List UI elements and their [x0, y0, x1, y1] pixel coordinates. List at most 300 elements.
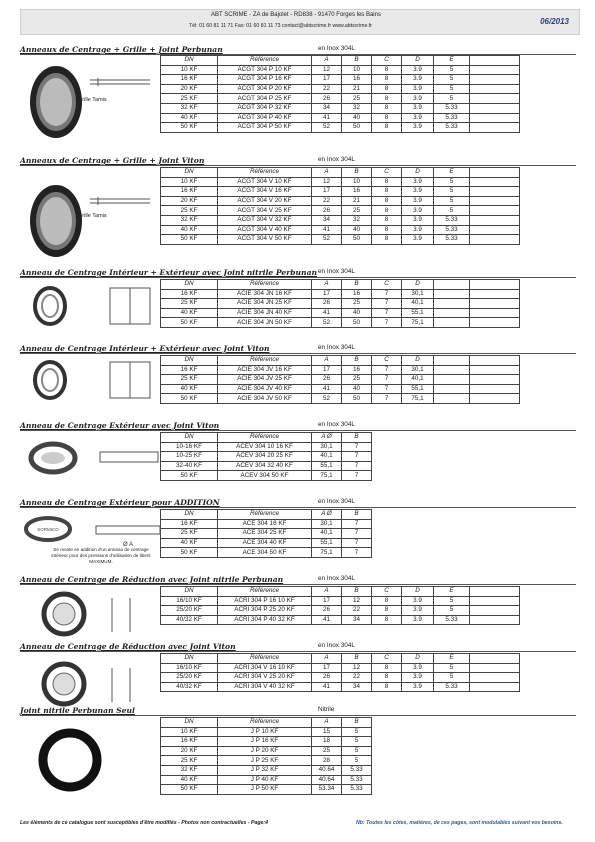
table-cell: 30,1: [402, 365, 434, 375]
section-rule: [20, 430, 576, 431]
page-header: [20, 9, 580, 35]
table-cell: J P 32 KF: [218, 765, 312, 775]
table-cell: 5.33: [434, 682, 470, 692]
table-header-cell: B: [342, 433, 372, 443]
table-header-cell: Référence: [218, 168, 312, 178]
table-cell: 16/10 KF: [161, 596, 218, 606]
section-material: en Inox 304L: [318, 421, 355, 428]
table-header-row: [161, 433, 372, 443]
table-cell: 50 KF: [161, 123, 218, 133]
table-header-cell: B: [342, 168, 372, 178]
section-rule: [20, 277, 576, 278]
table-cell: [470, 663, 520, 673]
table-cell: 10-16 KF: [161, 442, 218, 452]
table-cell: [470, 318, 520, 328]
table-cell: [470, 225, 520, 235]
table-cell: 18: [312, 737, 342, 747]
table-cell: 25 KF: [161, 529, 218, 539]
table-header-row: [161, 587, 520, 597]
table-cell: 3.9: [402, 215, 434, 225]
grille-ring-photo-1: [28, 58, 158, 148]
table-header-cell: DN: [161, 587, 218, 597]
table-cell: 75,1: [402, 394, 434, 404]
table-cell: [434, 394, 470, 404]
table-cell: 8: [372, 215, 402, 225]
table-cell: [470, 113, 520, 123]
table-cell: 25: [342, 299, 372, 309]
table-header-cell: [470, 356, 520, 366]
table-cell: 53.34: [312, 785, 342, 795]
table-header-cell: B: [342, 718, 372, 728]
table-cell: 5: [434, 196, 470, 206]
table-cell: 50 KF: [161, 394, 218, 404]
table-cell: ACIE 304 JV 25 KF: [218, 375, 312, 385]
table-cell: 12: [312, 177, 342, 187]
table-cell: 7: [372, 365, 402, 375]
table-cell: 8: [372, 235, 402, 245]
table-cell: ACE 304 50 KF: [218, 548, 312, 558]
table-row: [161, 529, 372, 539]
table-cell: 20 KF: [161, 746, 218, 756]
table-cell: 30,1: [402, 289, 434, 299]
table-cell: [470, 308, 520, 318]
table-cell: 40 KF: [161, 538, 218, 548]
section-title: Anneau de Centrage Intérieur + Extérieur avec Joint nitrile Perbunan: [20, 268, 318, 277]
table-cell: 41: [312, 615, 342, 625]
section-material: en Inox 304L: [318, 642, 355, 649]
table-cell: ACGT 304 P 40 KF: [218, 113, 312, 123]
table-header-row: [161, 56, 520, 66]
section-material: en Inox 304L: [318, 268, 355, 275]
table-cell: 75,1: [312, 471, 342, 481]
table-header-cell: Référence: [218, 510, 312, 520]
table-cell: [470, 365, 520, 375]
table-cell: ACRI 304 V 40 32 KF: [218, 682, 312, 692]
table-cell: 8: [372, 663, 402, 673]
table-cell: 7: [372, 384, 402, 394]
table-row: [161, 756, 372, 766]
table-cell: 20 KF: [161, 84, 218, 94]
table-cell: 10: [342, 65, 372, 75]
table-cell: [470, 196, 520, 206]
table-cell: 5.33: [434, 123, 470, 133]
table-cell: 7: [342, 442, 372, 452]
table-cell: [470, 235, 520, 245]
table-cell: 26: [312, 206, 342, 216]
table-row: [161, 615, 520, 625]
table-cell: 40: [342, 225, 372, 235]
table-cell: 5: [434, 187, 470, 197]
table-cell: 25 KF: [161, 299, 218, 309]
table-cell: 7: [372, 318, 402, 328]
table-row: [161, 215, 520, 225]
table-cell: ACGT 304 P 20 KF: [218, 84, 312, 94]
table-header-cell: Référence: [218, 718, 312, 728]
spec-table: [160, 355, 520, 404]
table-cell: J P 25 KF: [218, 756, 312, 766]
table-cell: 52: [312, 318, 342, 328]
table-cell: [470, 123, 520, 133]
table-cell: 3.9: [402, 103, 434, 113]
table-cell: [434, 375, 470, 385]
table-row: [161, 682, 520, 692]
table-header-cell: A: [312, 280, 342, 290]
table-header-cell: A: [312, 56, 342, 66]
table-cell: 32 KF: [161, 215, 218, 225]
table-cell: [470, 187, 520, 197]
table-cell: 8: [372, 596, 402, 606]
table-cell: ACIE 304 JV 40 KF: [218, 384, 312, 394]
table-cell: ACEV 304 20 25 KF: [218, 452, 312, 462]
table-cell: 3.9: [402, 187, 434, 197]
section-title: Joint nitrile Perbunan Seul: [20, 706, 135, 715]
table-row: [161, 65, 520, 75]
table-cell: ACGT 304 P 16 KF: [218, 75, 312, 85]
table-row: [161, 289, 520, 299]
table-cell: 8: [372, 187, 402, 197]
section-material: en Inox 304L: [318, 498, 355, 505]
table-cell: 7: [372, 299, 402, 309]
section-material: en Inox 304L: [318, 575, 355, 582]
table-header-cell: A: [312, 718, 342, 728]
table-cell: 52: [312, 123, 342, 133]
section-title: Anneau de Centrage Intérieur + Extérieur avec Joint Viton: [20, 344, 270, 353]
table-cell: ACIE 304 JV 50 KF: [218, 394, 312, 404]
table-cell: 41: [312, 682, 342, 692]
table-cell: 40: [342, 113, 372, 123]
table-header-cell: [470, 280, 520, 290]
table-header-cell: Référence: [218, 280, 312, 290]
inner-outer-ring-photo-1: [30, 282, 160, 332]
table-cell: 5: [434, 206, 470, 216]
spec-table: [160, 509, 372, 558]
logo-text: SORMICO: [37, 527, 59, 532]
table-cell: ACGT 304 V 20 KF: [218, 196, 312, 206]
table-cell: 25: [312, 746, 342, 756]
table-row: [161, 103, 520, 113]
table-cell: 30,1: [312, 442, 342, 452]
table-cell: 7: [372, 375, 402, 385]
table-header-cell: [470, 168, 520, 178]
table-cell: 25/20 KF: [161, 606, 218, 616]
table-cell: [470, 299, 520, 309]
table-cell: 5: [434, 84, 470, 94]
table-cell: 7: [342, 471, 372, 481]
table-header-cell: [470, 56, 520, 66]
table-row: [161, 318, 520, 328]
inner-outer-ring-photo-2: [30, 356, 160, 406]
table-cell: ACRI 304 V 25 20 KF: [218, 673, 312, 683]
table-row: [161, 196, 520, 206]
table-cell: 26: [312, 299, 342, 309]
table-cell: 3.9: [402, 663, 434, 673]
table-cell: 3.9: [402, 75, 434, 85]
table-cell: 3.9: [402, 206, 434, 216]
table-header-cell: DN: [161, 280, 218, 290]
table-cell: ACGT 304 V 16 KF: [218, 187, 312, 197]
table-cell: 32: [342, 215, 372, 225]
table-cell: 75,1: [312, 548, 342, 558]
table-cell: 50 KF: [161, 548, 218, 558]
table-cell: 10 KF: [161, 65, 218, 75]
table-row: [161, 519, 372, 529]
table-cell: 40.64: [312, 775, 342, 785]
table-cell: 34: [312, 215, 342, 225]
reduction-ring-photo-1: [40, 590, 160, 640]
section-title: Anneau de Centrage Extérieur pour ADDITION: [20, 498, 220, 507]
table-cell: ACGT 304 P 10 KF: [218, 65, 312, 75]
table-cell: 5: [434, 606, 470, 616]
table-cell: ACGT 304 V 10 KF: [218, 177, 312, 187]
section-rule: [20, 165, 576, 166]
addition-note: Se monte en addition d'un anneau de centrage intérieur pour des pressions d'utilisation de libers MAXIMUM.: [51, 547, 151, 564]
table-row: [161, 727, 372, 737]
table-cell: ACGT 304 V 50 KF: [218, 235, 312, 245]
table-header-cell: C: [372, 587, 402, 597]
table-row: [161, 299, 520, 309]
table-cell: 16 KF: [161, 519, 218, 529]
table-cell: 17: [312, 75, 342, 85]
table-cell: [470, 615, 520, 625]
table-cell: ACGT 304 V 32 KF: [218, 215, 312, 225]
table-cell: 17: [312, 596, 342, 606]
grille-ring-photo-2: [28, 177, 158, 267]
table-header-cell: A Ø: [312, 433, 342, 443]
table-header-cell: DN: [161, 654, 218, 664]
table-cell: J P 10 KF: [218, 727, 312, 737]
table-header-cell: A: [312, 587, 342, 597]
table-cell: 26: [312, 375, 342, 385]
table-cell: 50 KF: [161, 471, 218, 481]
table-row: [161, 606, 520, 616]
table-cell: ACIE 304 JN 50 KF: [218, 318, 312, 328]
table-cell: 3.9: [402, 113, 434, 123]
table-cell: ACIE 304 JN 16 KF: [218, 289, 312, 299]
table-row: [161, 177, 520, 187]
outer-ring-photo: [28, 438, 163, 478]
section-material: en Inox 304L: [318, 45, 355, 52]
table-header-cell: D: [402, 56, 434, 66]
table-cell: 5: [434, 596, 470, 606]
table-cell: 8: [372, 615, 402, 625]
table-header-cell: DN: [161, 433, 218, 443]
table-cell: [470, 375, 520, 385]
table-cell: 5: [342, 737, 372, 747]
table-header-cell: Référence: [218, 433, 312, 443]
table-header-row: [161, 280, 520, 290]
table-header-cell: B: [342, 654, 372, 664]
table-header-row: [161, 510, 372, 520]
table-cell: 7: [342, 529, 372, 539]
table-cell: ACGT 304 V 25 KF: [218, 206, 312, 216]
catalog-date: 06/2013: [540, 17, 569, 26]
table-row: [161, 375, 520, 385]
section-title: Anneau de Centrage de Réduction avec Joint nitrile Perbunan: [20, 575, 284, 584]
table-header-cell: E: [434, 587, 470, 597]
table-row: [161, 548, 372, 558]
spec-table: [160, 432, 372, 481]
table-cell: 40 KF: [161, 775, 218, 785]
table-cell: 7: [342, 548, 372, 558]
table-row: [161, 206, 520, 216]
section-rule: [20, 353, 576, 354]
table-cell: 8: [372, 225, 402, 235]
table-cell: ACEV 304 10 16 KF: [218, 442, 312, 452]
table-cell: 5: [342, 746, 372, 756]
table-cell: 5: [434, 673, 470, 683]
table-cell: [470, 289, 520, 299]
table-cell: [470, 94, 520, 104]
table-cell: 25/20 KF: [161, 673, 218, 683]
table-cell: 50: [342, 318, 372, 328]
table-cell: 8: [372, 84, 402, 94]
table-cell: 40 KF: [161, 113, 218, 123]
table-cell: 25 KF: [161, 94, 218, 104]
table-cell: 7: [372, 289, 402, 299]
table-cell: 7: [342, 519, 372, 529]
table-cell: ACE 304 25 KF: [218, 529, 312, 539]
table-cell: 41: [312, 308, 342, 318]
table-cell: [470, 682, 520, 692]
table-cell: 10 KF: [161, 177, 218, 187]
table-cell: ACGT 304 P 32 KF: [218, 103, 312, 113]
table-cell: 8: [372, 177, 402, 187]
table-header-cell: E: [434, 654, 470, 664]
table-cell: [434, 289, 470, 299]
table-cell: 5.33: [434, 103, 470, 113]
table-row: [161, 737, 372, 747]
table-header-cell: Référence: [218, 654, 312, 664]
section-title: Anneaux de Centrage + Grille + Joint Perbunan: [20, 45, 223, 54]
table-cell: [470, 394, 520, 404]
table-cell: J P 16 KF: [218, 737, 312, 747]
table-cell: 12: [342, 596, 372, 606]
table-cell: [470, 65, 520, 75]
table-cell: 41: [312, 113, 342, 123]
table-header-cell: A: [312, 168, 342, 178]
table-cell: ACIE 304 JV 16 KF: [218, 365, 312, 375]
section-rule: [20, 507, 576, 508]
table-cell: J P 50 KF: [218, 785, 312, 795]
spec-table: [160, 55, 520, 133]
table-cell: ACRI 304 P 16 10 KF: [218, 596, 312, 606]
table-row: [161, 365, 520, 375]
oring-photo: [38, 726, 108, 796]
table-row: [161, 442, 372, 452]
table-cell: [434, 384, 470, 394]
table-cell: [470, 103, 520, 113]
table-cell: 21: [342, 196, 372, 206]
table-cell: 8: [372, 123, 402, 133]
table-cell: J P 40 KF: [218, 775, 312, 785]
table-cell: 5: [434, 177, 470, 187]
table-cell: 5.33: [434, 615, 470, 625]
table-row: [161, 538, 372, 548]
table-header-cell: Référence: [218, 587, 312, 597]
table-cell: [470, 596, 520, 606]
table-cell: 16: [342, 187, 372, 197]
table-cell: 3.9: [402, 235, 434, 245]
table-cell: 40: [342, 384, 372, 394]
table-cell: [434, 318, 470, 328]
table-cell: ACRI 304 V 16 10 KF: [218, 663, 312, 673]
table-cell: 7: [342, 452, 372, 462]
table-cell: 8: [372, 606, 402, 616]
table-cell: 22: [342, 606, 372, 616]
table-header-cell: A: [312, 654, 342, 664]
table-cell: 7: [342, 538, 372, 548]
table-cell: 10 KF: [161, 727, 218, 737]
table-row: [161, 471, 372, 481]
table-cell: 16 KF: [161, 737, 218, 747]
table-cell: 12: [312, 65, 342, 75]
table-header-cell: [434, 356, 470, 366]
section-material: Nitrile: [318, 706, 335, 713]
spec-table: [160, 717, 372, 795]
table-header-cell: D: [402, 280, 434, 290]
table-header-cell: DN: [161, 168, 218, 178]
table-cell: 16 KF: [161, 75, 218, 85]
table-header-row: [161, 718, 372, 728]
table-header-row: [161, 356, 520, 366]
table-cell: 40 KF: [161, 384, 218, 394]
table-header-cell: A: [312, 356, 342, 366]
table-row: [161, 187, 520, 197]
table-cell: 16: [342, 365, 372, 375]
table-cell: 16: [342, 75, 372, 85]
table-cell: 34: [312, 103, 342, 113]
table-cell: 3.9: [402, 615, 434, 625]
table-cell: 5.33: [434, 113, 470, 123]
table-cell: 22: [342, 673, 372, 683]
table-cell: 5: [434, 663, 470, 673]
table-cell: ACIE 304 JN 25 KF: [218, 299, 312, 309]
table-row: [161, 461, 372, 471]
table-cell: ACE 304 16 KF: [218, 519, 312, 529]
spec-table: [160, 167, 520, 245]
table-cell: 50 KF: [161, 318, 218, 328]
table-cell: 12: [342, 663, 372, 673]
table-row: [161, 75, 520, 85]
addition-ring-photo: [24, 512, 164, 552]
table-cell: 16 KF: [161, 365, 218, 375]
table-cell: [470, 177, 520, 187]
table-cell: ACGT 304 V 40 KF: [218, 225, 312, 235]
table-header-cell: C: [372, 168, 402, 178]
table-cell: 17: [312, 663, 342, 673]
table-cell: 20 KF: [161, 196, 218, 206]
table-cell: 40,1: [402, 375, 434, 385]
table-cell: 15: [312, 727, 342, 737]
table-row: [161, 123, 520, 133]
table-cell: 16/10 KF: [161, 663, 218, 673]
table-header-cell: B: [342, 510, 372, 520]
spec-table: [160, 586, 520, 625]
section-rule: [20, 584, 576, 585]
table-cell: 50: [342, 235, 372, 245]
table-row: [161, 673, 520, 683]
spec-table: [160, 653, 520, 692]
oa-label: Ø A: [122, 542, 134, 548]
table-cell: 40,1: [312, 452, 342, 462]
table-cell: 5.33: [342, 765, 372, 775]
table-cell: 32: [342, 103, 372, 113]
table-row: [161, 785, 372, 795]
table-cell: ACGT 304 P 25 KF: [218, 94, 312, 104]
table-cell: 8: [372, 196, 402, 206]
table-cell: 8: [372, 113, 402, 123]
company-address: ABT SCRIME - ZA de Bajolet - RD838 - 91470 Forges les Bains: [211, 12, 381, 18]
